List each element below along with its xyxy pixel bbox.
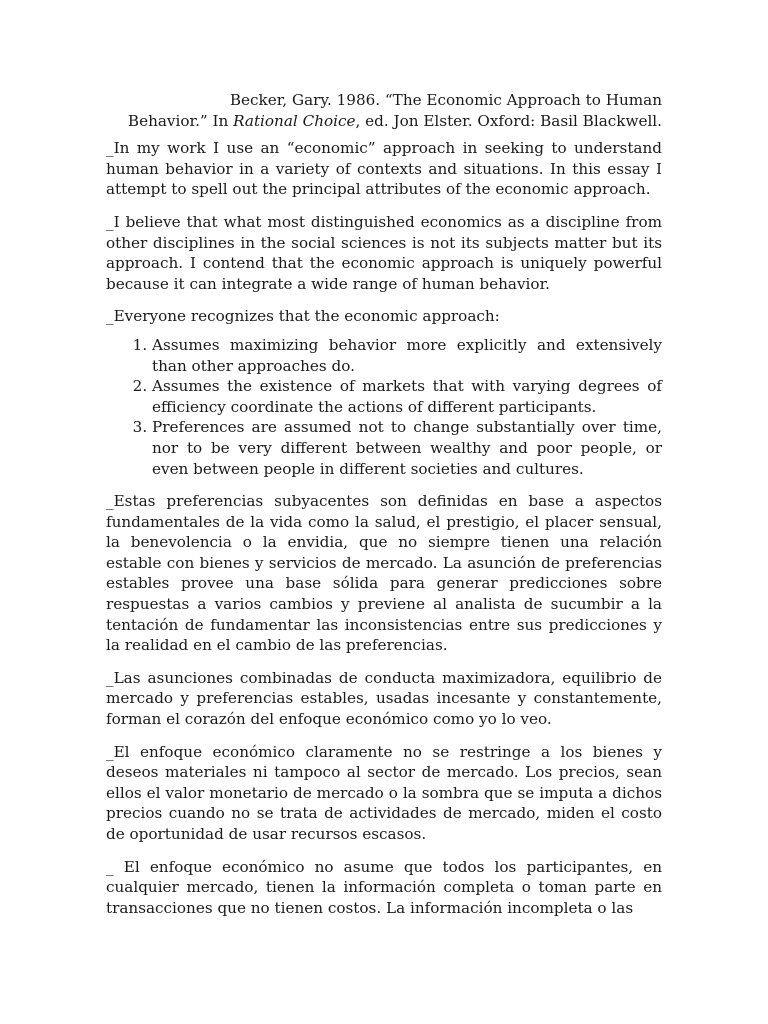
attributes-list [106, 335, 662, 479]
document-page [106, 90, 662, 930]
list-item: 2. Assumes the existence of markets that with varying degrees of efficiency coordinate the actions of different participants. [152, 376, 662, 417]
citation-line-1: Becker, Gary. 1986. “The Economic Approach to Human [229, 91, 662, 109]
paragraph-4: _Estas preferencias subyacentes son definidas en base a aspectos fundamentales de la vida como la salud, el prestigio, el placer sensual, la benevolencia o la envidia, que no siempre tienen una relación estable con bienes y servicios de mercado. La asunción de preferencias estables provee una base sólida para generar predicciones sobre respuestas a varios cambios y previene al analista de sucumbir a la tentación de fundamentar las inconsistencias entre sus predicciones y la realidad en el cambio de las preferencias. [106, 492, 662, 655]
paragraph-2: _I believe that what most distinguished economics as a discipline from other disciplines in the social sciences is not its subjects matter but its approach. I contend that the economic approach is uniquely powerful because it can integrate a wide range of human behavior. [106, 212, 662, 293]
list-item: 3. Preferences are assumed not to change substantially over time, nor to be very different between wealthy and poor people, or even between people in different societies and cultures. [152, 417, 662, 479]
list-item: 1. Assumes maximizing behavior more explicitly and extensively than other approaches do. [152, 335, 662, 376]
paragraph-5: _Las asunciones combinadas de conducta maximizadora, equilibrio de mercado y preferencias estables, usadas incesante y constantemente, forman el corazón del enfoque económico como yo lo veo. [106, 668, 662, 729]
citation-line-2-pre: Behavior.” In [127, 111, 234, 130]
paragraph-3: _Everyone recognizes that the economic approach: [106, 307, 500, 326]
citation-book-title: Rational Choice [233, 111, 356, 130]
citation [106, 90, 662, 131]
paragraph-1: _In my work I use an “economic” approach in seeking to understand human behavior in a variety of contexts and situations. In this essay I attempt to spell out the principal attributes of the economic approach. [106, 139, 662, 199]
paragraph-6: _El enfoque económico claramente no se restringe a los bienes y deseos materiales ni tampoco al sector de mercado. Los precios, sean ellos el valor monetario de mercado o la sombra que se imputa a dichos precios cuando no se trata de actividades de mercado, miden el costo de oportunidad de usar recursos escasos. [106, 742, 662, 843]
citation-line-2 [106, 111, 662, 132]
citation-line-2-post: , ed. Jon Elster. Oxford: Basil Blackwell. [355, 111, 662, 130]
paragraph-7: _ El enfoque económico no asume que todos los participantes, en cualquier mercado, tienen la información completa o toman parte en transacciones que no tienen costos. La información incompleta o las [106, 857, 662, 917]
